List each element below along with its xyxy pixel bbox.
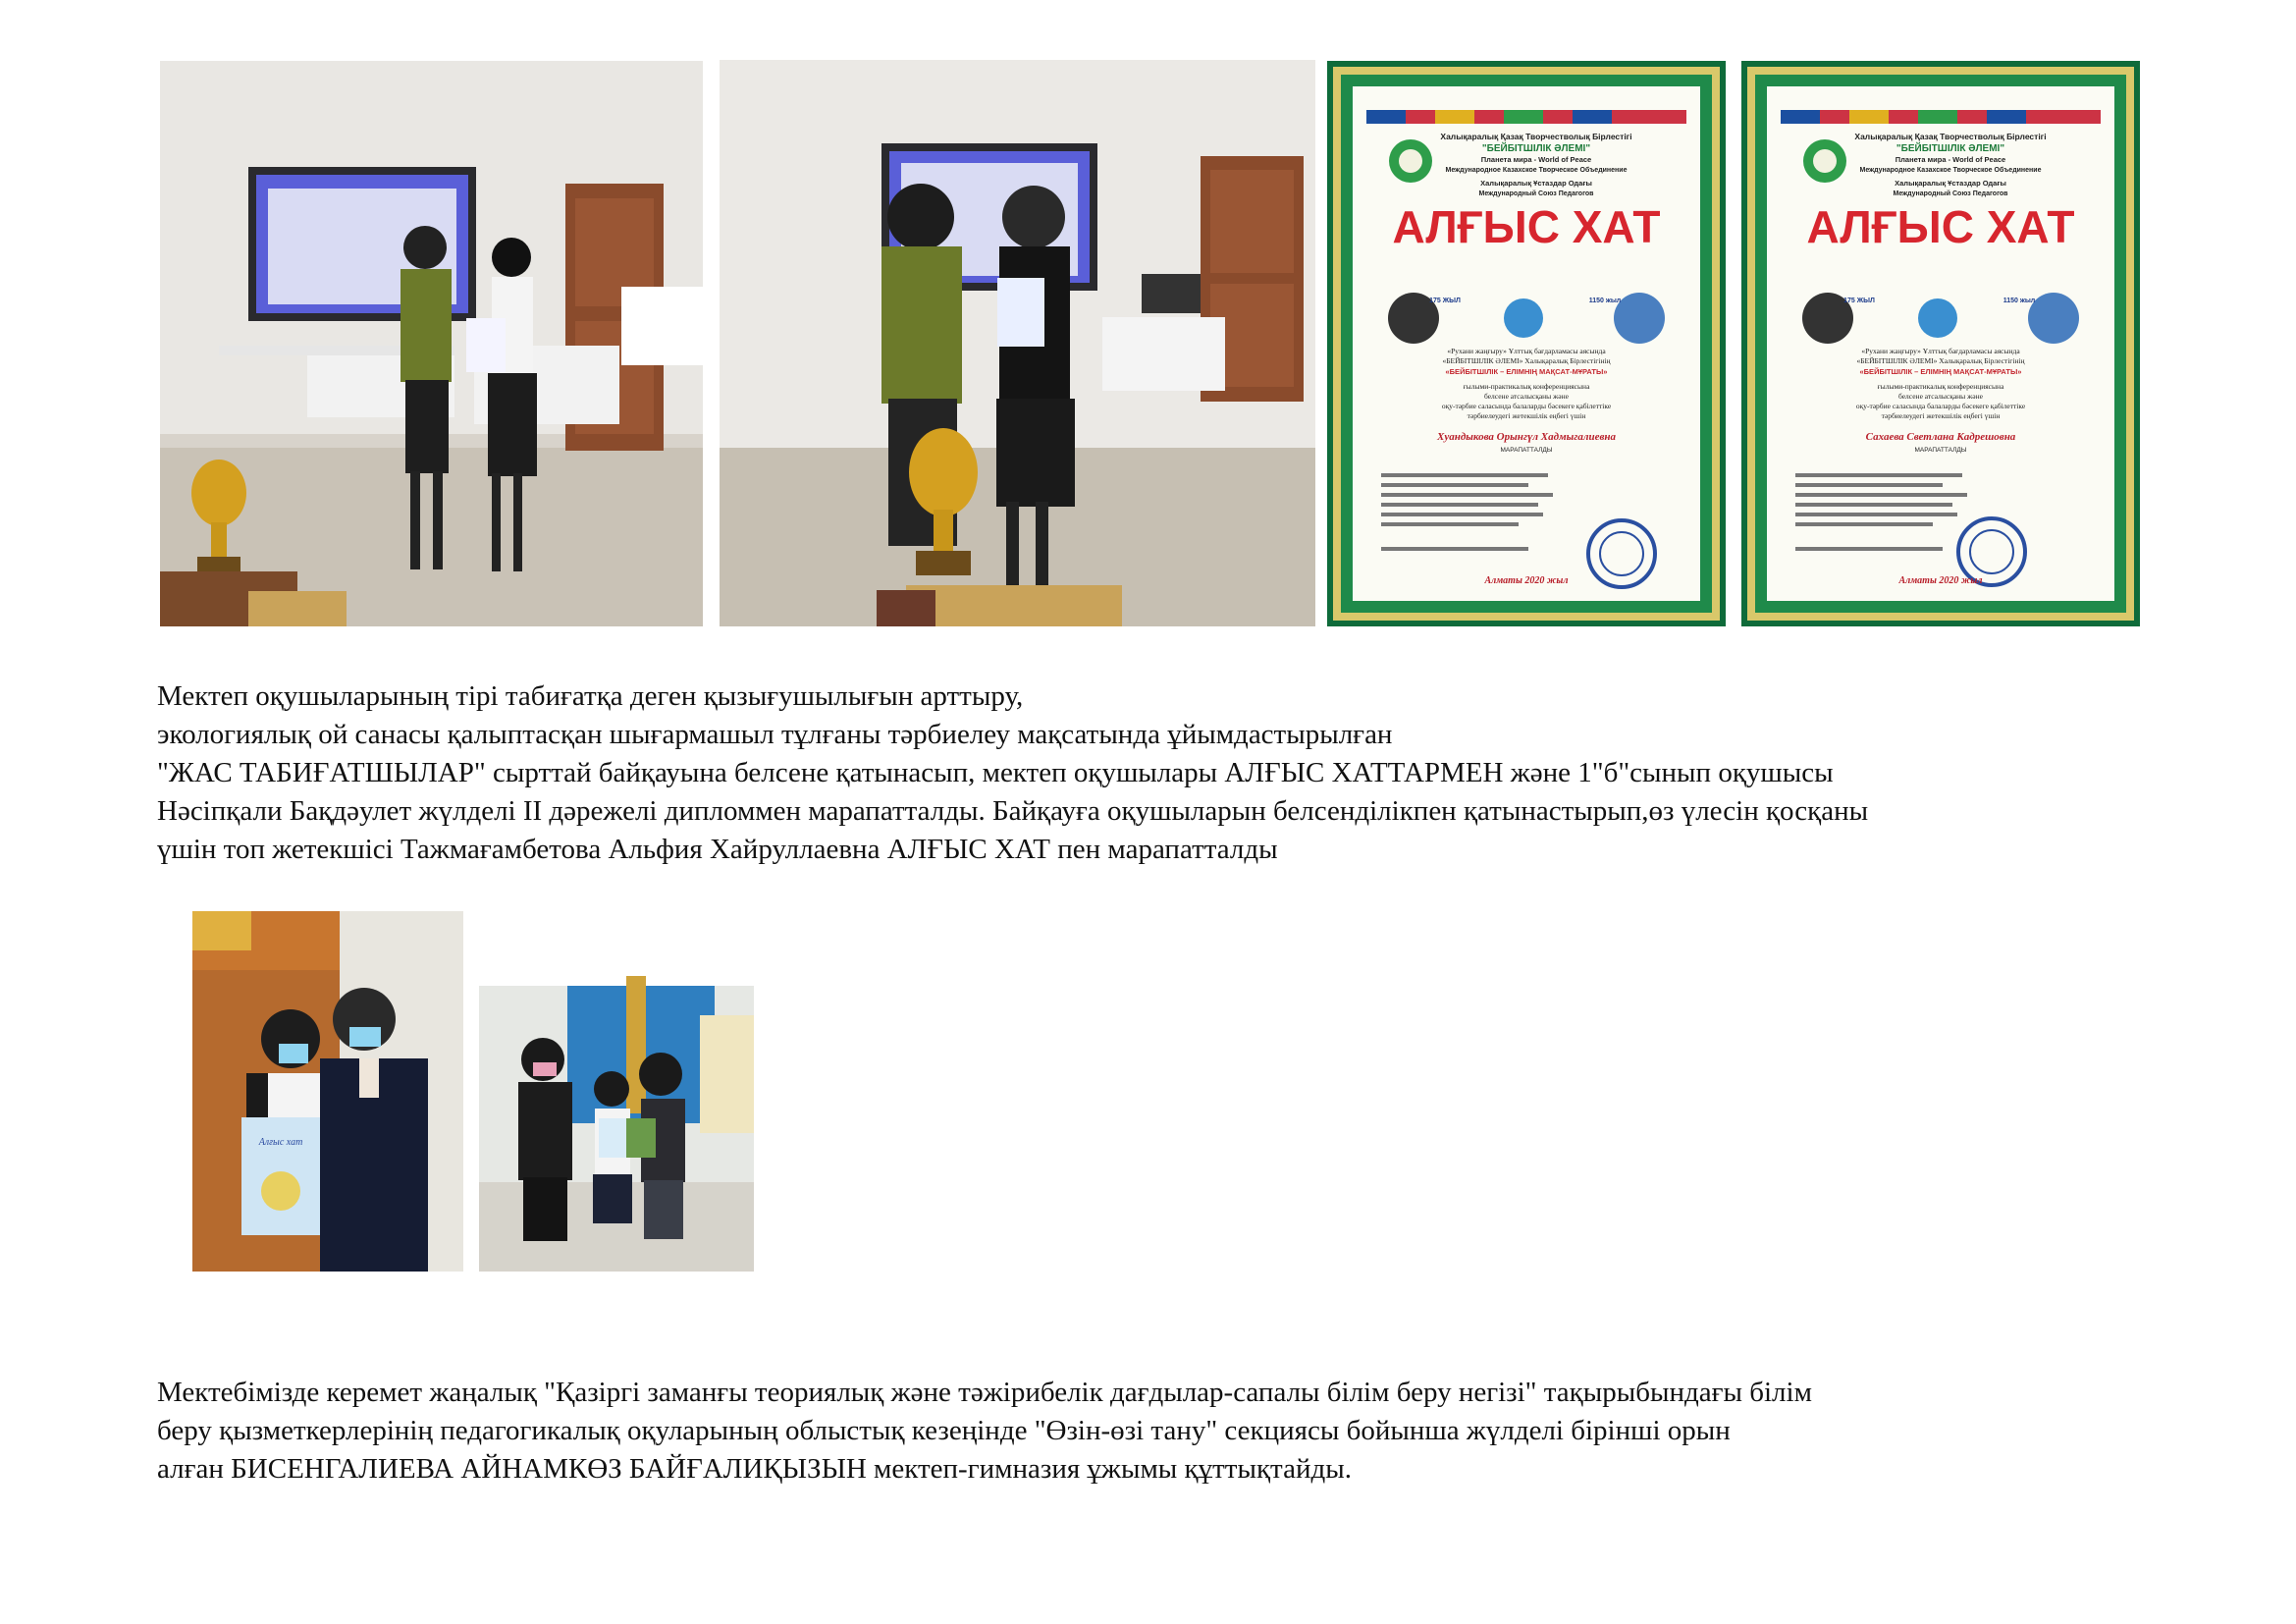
certificate-2-name: Сахаева Светлана Кадрешовна: [1865, 431, 2016, 443]
paragraph-1-line: экологиялық ой санасы қалыптасқан шығармашыл тұлғаны тәрбиелеу мақсатында ұйымдастырылған: [157, 719, 1393, 750]
paragraph-1-line: Нәсіпқали Бақдәулет жүлделі II дәрежелі дипломмен марапатталды. Байқауға оқушыларын белсенділікпен қатынастырып,өз үлесін қосқаны: [157, 795, 1869, 827]
certificate-2-badge-left: 175 ЖЫЛ: [1843, 298, 1875, 304]
certificate-2-awarded: МАРАПАТТАЛДЫ: [1914, 447, 1967, 454]
certificate-1-name: Хуандыкова Орынгүл Хадмыгалиевна: [1437, 431, 1616, 443]
photo-student-with-teacher: [192, 911, 463, 1272]
certificate-1-body-6: тәрбиелеудегі жетекшілік еңбегі үшін: [1467, 411, 1586, 420]
photo-group-of-three: [479, 907, 754, 1272]
certificate-1-awarded: МАРАПАТТАЛДЫ: [1500, 447, 1553, 454]
paragraph-congratulation: [157, 1374, 1812, 1489]
certificate-1-badge-right: 1150 жыл: [1588, 298, 1622, 304]
certificate-2-body-1: «Рухани жаңғыру» Ұлттық бағдарламасы аясында: [1861, 347, 2020, 355]
certificate-1-body-5: оқу-тәрбие саласында балаларды бәсекеге қабілеттіке: [1441, 402, 1612, 410]
certificate-1: [1327, 61, 1726, 626]
certificate-1-org-sub: Планета мира - World of Peace: [1480, 155, 1592, 164]
certificate-1-org: Халықаралық Қазақ Творчестволық Бірлестігі: [1440, 132, 1632, 141]
certificate-1-badge-left: 175 ЖЫЛ: [1429, 298, 1461, 304]
certificate-2-badge-right: 1150 жыл: [2002, 298, 2036, 304]
certificate-2-body-5: оқу-тәрбие саласында балаларды бәсекеге қабілеттіке: [1855, 402, 2026, 410]
certificate-1-title: АЛҒЫС ХАТ: [1392, 201, 1661, 252]
certificate-2-body-3: ғылыми-практикалық конференциясына: [1877, 382, 2004, 391]
certificate-2-union: Халықаралық Ұстаздар Одағы: [1895, 179, 2006, 188]
certificate-1-org-ru: Международное Казахское Творческое Объединение: [1445, 167, 1628, 174]
certificate-2-org: Халықаралық Қазақ Творчестволық Бірлестігі: [1854, 132, 2047, 141]
photo-classroom-award-1: [160, 61, 703, 626]
paragraph-1-line: үшін топ жетекшісі Тажмағамбетова Альфия Хайруллаевна АЛҒЫС ХАТ пен марапатталды: [157, 834, 1278, 865]
photo-classroom-award-2: [720, 60, 1315, 626]
certificate-2-body-4: белсене атсалысқаны және: [1898, 392, 1983, 401]
certificate-2-union-ru: Международный Союз Педагогов: [1893, 190, 2008, 197]
certificate-2-org-sub: Планета мира - World of Peace: [1895, 155, 2006, 164]
certificate-1-body-4: белсене атсалысқаны және: [1484, 392, 1569, 401]
certificate-2-motto: «БЕЙБІТШІЛІК – ЕЛІМНІҢ МАҚСАТ-МҰРАТЫ»: [1859, 367, 2022, 376]
certificate-2-body-2: «БЕЙБІТШІЛІК ӘЛЕМІ» Халықаралық Бірлестігінің: [1856, 356, 2025, 365]
certificate-2-title: АЛҒЫС ХАТ: [1806, 201, 2075, 252]
certificate-1-body-2: «БЕЙБІТШІЛІК ӘЛЕМІ» Халықаралық Бірлестігінің: [1442, 356, 1611, 365]
certificate-2-footer-city: Алматы 2020 жыл: [1898, 575, 1983, 586]
paragraph-1-line: "ЖАС ТАБИҒАТШЫЛАР" сырттай байқауына белсене қатынасып, мектеп оқушылары АЛҒЫС ХАТТАРМЕН және 1"б"сынып оқушысы: [157, 757, 1834, 788]
certificate-2: [1741, 61, 2140, 626]
paragraph-2-line: Мектебімізде керемет жаңалық "Қазіргі заманғы теориялық және тәжірибелік дағдылар-сапалы білім беру негізі" тақырыбындағы білім: [157, 1377, 1812, 1408]
certificate-1-footer-city: Алматы 2020 жыл: [1484, 575, 1569, 586]
paragraph-2-line: беру қызметкерлерінің педагогикалық оқуларының облыстық кезеңінде "Өзін-өзі тану" секциясы бойынша жүлделі бірінші орын: [157, 1415, 1731, 1446]
certificate-1-body-1: «Рухани жаңғыру» Ұлттық бағдарламасы аясында: [1447, 347, 1606, 355]
paragraph-2-line: алған БИСЕНГАЛИЕВА АЙНАМКӨЗ БАЙҒАЛИҚЫЗЫН мектеп-гимназия ұжымы құттықтайды.: [157, 1453, 1352, 1485]
paragraph-1-line: Мектеп оқушыларының тірі табиғатқа деген қызығушылығын арттыру,: [157, 680, 1024, 712]
certificate-2-org-name: "БЕЙБІТШІЛІК ӘЛЕМІ": [1896, 143, 2005, 154]
certificate-1-union-ru: Международный Союз Педагогов: [1478, 190, 1594, 197]
certificate-1-body-3: ғылыми-практикалық конференциясына: [1463, 382, 1590, 391]
certificate-1-union: Халықаралық Ұстаздар Одағы: [1480, 179, 1592, 188]
certificate-2-body-6: тәрбиелеудегі жетекшілік еңбегі үшін: [1881, 411, 2001, 420]
paragraph-young-naturalists: [157, 677, 1868, 869]
certificate-1-org-name: "БЕЙБІТШІЛІК ӘЛЕМІ": [1481, 143, 1591, 154]
certificate-1-motto: «БЕЙБІТШІЛІК – ЕЛІМНІҢ МАҚСАТ-МҰРАТЫ»: [1445, 367, 1608, 376]
small-certificate-title: Алғыс хат: [258, 1137, 303, 1148]
certificate-2-org-ru: Международное Казахское Творческое Объединение: [1859, 167, 2042, 174]
